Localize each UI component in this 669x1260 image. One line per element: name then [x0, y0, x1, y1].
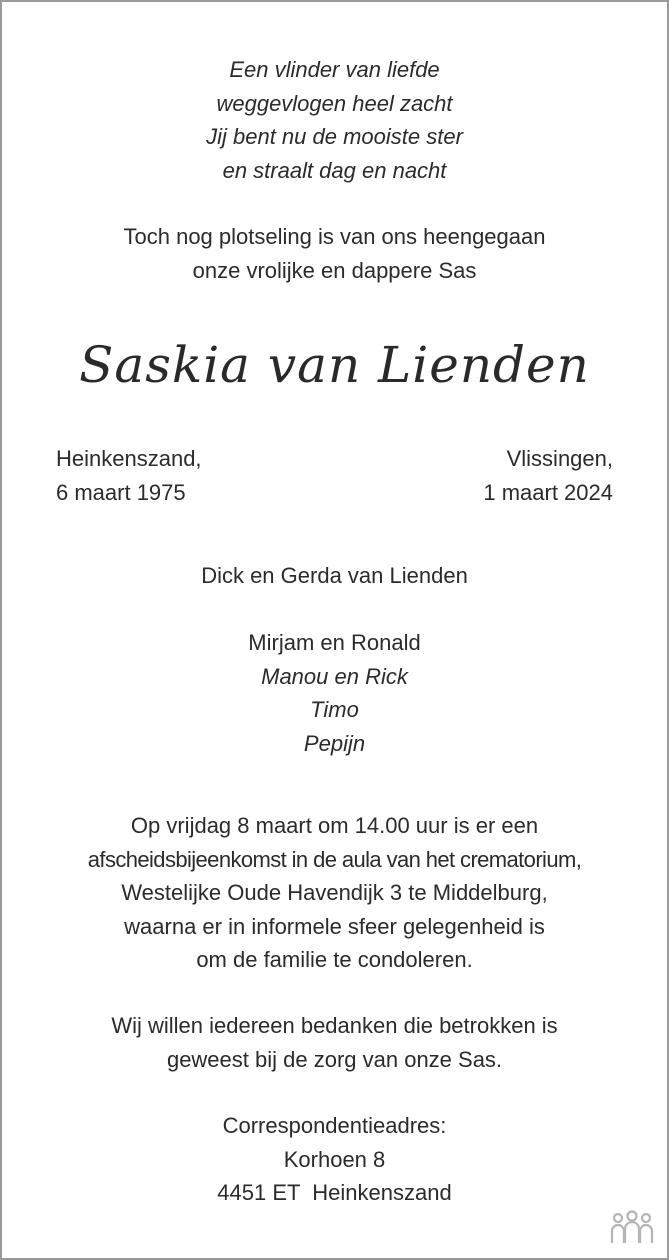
address-label: Correspondentieadres: — [222, 1113, 447, 1138]
service-line: afscheidsbijeenkomst in de aula van het crematorium, — [87, 846, 582, 872]
service-line: Op vrijdag 8 maart om 14.00 uur is er een — [130, 813, 539, 838]
family-child: Timo — [310, 697, 359, 722]
death-date: 1 maart 2024 — [483, 479, 613, 505]
family-child: Pepijn — [303, 730, 366, 756]
family-child: Manou en Rick — [261, 663, 408, 689]
correspondence-address — [2, 1109, 667, 1210]
death-place: Vlissingen, — [506, 446, 613, 471]
thanks-line: geweest bij de zorg van onze Sas. — [166, 1046, 503, 1072]
family — [2, 626, 667, 760]
family-couple: Mirjam en Ronald — [248, 630, 421, 655]
poem-line: en straalt dag en nacht — [222, 157, 447, 183]
birth-info — [56, 442, 202, 509]
poem-line: Jij bent nu de mooiste ster — [206, 124, 463, 149]
service-line: Westelijke Oude Havendijk 3 te Middelburg, — [121, 880, 548, 905]
deceased-name: Saskia van Lienden — [79, 336, 590, 394]
death-info — [483, 442, 613, 509]
service-line: om de familie te condoleren. — [196, 947, 473, 972]
intro-line: Toch nog plotseling is van ons heengegaan — [123, 224, 546, 249]
address-city: 4451 ET Heinkenszand — [217, 1180, 452, 1205]
intro-text — [2, 220, 667, 287]
parents: Dick en Gerda van Lienden — [201, 563, 468, 588]
birth-date: 6 maart 1975 — [56, 479, 186, 505]
poem-line: weggevlogen heel zacht — [216, 90, 453, 116]
address-street: Korhoen 8 — [283, 1146, 386, 1172]
poem-line: Een vlinder van liefde — [229, 57, 440, 82]
service-line: waarna er in informele sfeer gelegenheid is — [124, 913, 545, 939]
birth-place: Heinkenszand, — [56, 446, 202, 471]
poem — [2, 53, 667, 187]
thanks-line: Wij willen iedereen bedanken die betrokken is — [111, 1013, 558, 1038]
service-announcement — [2, 809, 667, 977]
people-group-icon — [609, 1210, 655, 1246]
intro-line: onze vrolijke en dappere Sas — [192, 257, 477, 283]
thanks-text — [2, 1009, 667, 1076]
